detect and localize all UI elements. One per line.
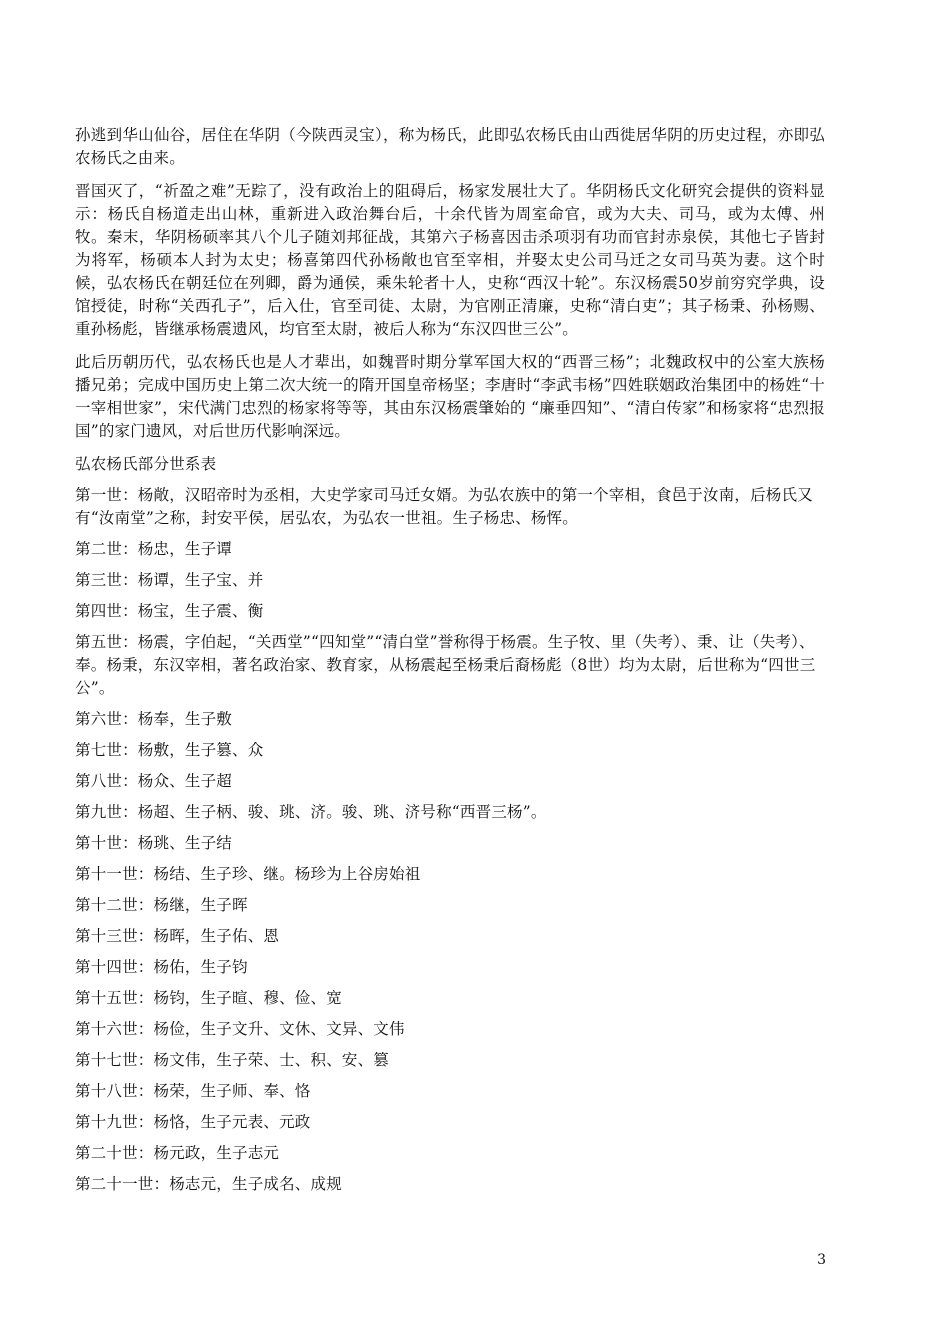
generation-entry-17: 第十七世：杨文伟，生子荣、士、积、安、篡 xyxy=(75,1051,390,1069)
generation-entry-19: 第十九世：杨恪，生子元表、元政 xyxy=(75,1113,311,1131)
intro-paragraph-1: 孙逃到华山仙谷，居住在华阴（今陕西灵宝），称为杨氏，此即弘农杨氏由山西徙居华阴的历史过程，亦即弘农杨氏之由来。 xyxy=(75,126,825,167)
generation-entry-13: 第十三世：杨晖，生子佑、恩 xyxy=(75,927,280,945)
generation-entry-2: 第二世：杨忠，生子谭 xyxy=(75,540,233,558)
generation-entry-14: 第十四世：杨佑，生子钧 xyxy=(75,958,248,976)
generation-entry-12: 第十二世：杨继，生子晖 xyxy=(75,896,248,914)
generation-entry-9: 第九世：杨超、生子柄、骏、珧、济。骏、珧、济号称“西晋三杨”。 xyxy=(75,803,547,821)
generation-entry-6: 第六世：杨奉，生子敷 xyxy=(75,710,233,728)
generation-entry-21: 第二十一世：杨志元，生子成名、成规 xyxy=(75,1175,342,1193)
generation-entry-1: 第一世：杨敞，汉昭帝时为丞相，大史学家司马迁女婿。为弘农族中的第一个宰相，食邑于汝南，后杨氏又有“汝南堂”之称，封安平侯，居弘农，为弘农一世祖。生子杨忠、杨恽。 xyxy=(75,486,813,527)
intro-paragraph-2: 晋国灭了，“祈盈之难”无踪了，没有政治上的阻碍后，杨家发展壮大了。华阴杨氏文化研究会提供的资料显示：杨氏自杨道走出山林，重新进入政治舞台后，十余代皆为周室命官，或为大夫、司马，或为太傅、州牧。秦末，华阴杨硕率其八个儿子随刘邦征战，其第六子杨喜因击杀项羽有功而官封赤泉侯，其他七子皆封为将军，杨硕本人封为太史；杨喜第四代孙杨敞也官至宰相，并娶太史公司马迁之女司马英为妻。这个时候，弘农杨氏在朝廷位在列卿，爵为通侯，乘朱轮者十人，史称“西汉十轮”。东汉杨震50岁前穷究学典，设馆授徒，时称“关西孔子”，后入仕，官至司徒、太尉，为官刚正清廉，史称“清白吏”；其子杨秉、孙杨赐、重孙杨彪，皆继承杨震遗风，均官至太尉，被后人称为“东汉四世三公”。 xyxy=(75,182,825,338)
generation-entry-15: 第十五世：杨钧，生子暄、穆、俭、宽 xyxy=(75,989,342,1007)
generation-entry-4: 第四世：杨宝，生子震、衡 xyxy=(75,602,264,620)
generation-entry-8: 第八世：杨众、生子超 xyxy=(75,772,233,790)
generation-entry-10: 第十世：杨珧、生子结 xyxy=(75,834,233,852)
generation-entry-7: 第七世：杨敷，生子篡、众 xyxy=(75,741,264,759)
generation-entry-16: 第十六世：杨俭，生子文升、文休、文异、文伟 xyxy=(75,1020,405,1038)
page-content xyxy=(75,124,825,1204)
intro-paragraph-3: 此后历朝历代，弘农杨氏也是人才辈出，如魏晋时期分掌军国大权的“西晋三杨”；北魏政权中的公室大族杨播兄弟；完成中国历史上第二次大统一的隋开国皇帝杨坚；李唐时“李武韦杨”四姓联姻政治集团中的杨姓“十一宰相世家”，宋代满门忠烈的杨家将等等，其由东汉杨震肇始的 “廉垂四知”、“清白传家”和杨家将“忠烈报国”的家门遗风，对后世历代影响深远。 xyxy=(75,353,825,440)
page-number: 3 xyxy=(817,1252,826,1268)
generation-entry-18: 第十八世：杨荣，生子师、奉、恪 xyxy=(75,1082,311,1100)
generation-entry-20: 第二十世：杨元政，生子志元 xyxy=(75,1144,280,1162)
generation-entry-11: 第十一世：杨结、生子珍、继。杨珍为上谷房始祖 xyxy=(75,865,421,883)
generation-entry-3: 第三世：杨谭，生子宝、并 xyxy=(75,571,264,589)
generation-entry-5: 第五世：杨震，字伯起，“关西堂”“四知堂”“清白堂”誉称得于杨震。生子牧、里（失考）、秉、让（失考）、奉。杨秉，东汉宰相，著名政治家、教育家，从杨震起至杨秉后裔杨彪（8世）均为太尉，后世称为“四世三公”。 xyxy=(75,633,816,697)
genealogy-table-title: 弘农杨氏部分世系表 xyxy=(75,455,217,473)
